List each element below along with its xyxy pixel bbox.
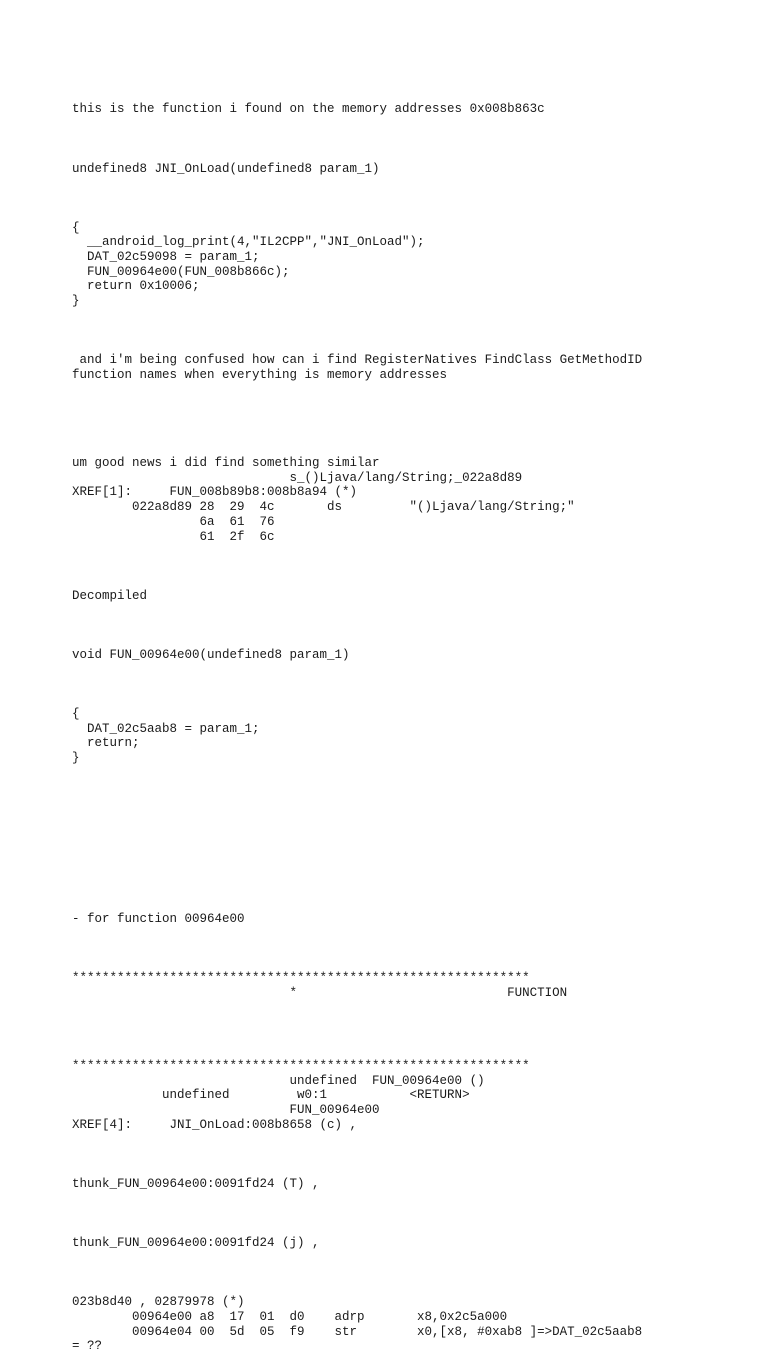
xref-thunk-t: thunk_FUN_00964e00:0091fd24 (T) , (72, 1176, 320, 1191)
function-listing-header: ************************************************************* undefined FUN_00964e00 () undefined w0:1 <RETURN> FUN_00964e00 XREF[4]: JNI_OnLoad:008b8658 (c) , (72, 1059, 530, 1132)
fun-00964e00-code: { DAT_02c5aab8 = param_1; return; } (72, 706, 260, 766)
fun-00964e00-signature: void FUN_00964e00(undefined8 param_1) (72, 647, 350, 662)
assembly-listing: 023b8d40 , 02879978 (*) 00964e00 a8 17 01 d0 adrp x8,0x2c5a000 00964e04 00 5d 05 f9 str x0,[x8, #0xab8 ]=>DAT_02c5aab8 = ?? (72, 1295, 643, 1354)
document-body (72, 73, 712, 1369)
for-function-line: - for function 00964e00 (72, 912, 245, 927)
jni-onload-signature: undefined8 JNI_OnLoad(undefined8 param_1) (72, 161, 380, 176)
jni-onload-code: { __android_log_print(4,"IL2CPP","JNI_OnLoad"); DAT_02c59098 = param_1; FUN_00964e00(FUN_008b866c); return 0x10006; } (72, 220, 425, 309)
function-stars-header: ************************************************************* * FUNCTION (72, 971, 568, 1000)
question-text: and i'm being confused how can i find RegisterNatives FindClass GetMethodID function names when everything is memory addresses (72, 353, 643, 382)
decompiled-label: Decompiled (72, 588, 148, 603)
xref-thunk-j: thunk_FUN_00964e00:0091fd24 (j) , (72, 1236, 320, 1251)
good-news-listing: um good news i did find something similar s_()Ljava/lang/String;_022a8d89 XREF[1]: FUN_008b89b8:008b8a94 (*) 022a8d89 28 29 4c ds "()Ljava/lang/String;" 6a 61 76 61 2f 6c (72, 456, 575, 544)
intro-line: this is the function i found on the memory addresses 0x008b863c (72, 102, 545, 117)
